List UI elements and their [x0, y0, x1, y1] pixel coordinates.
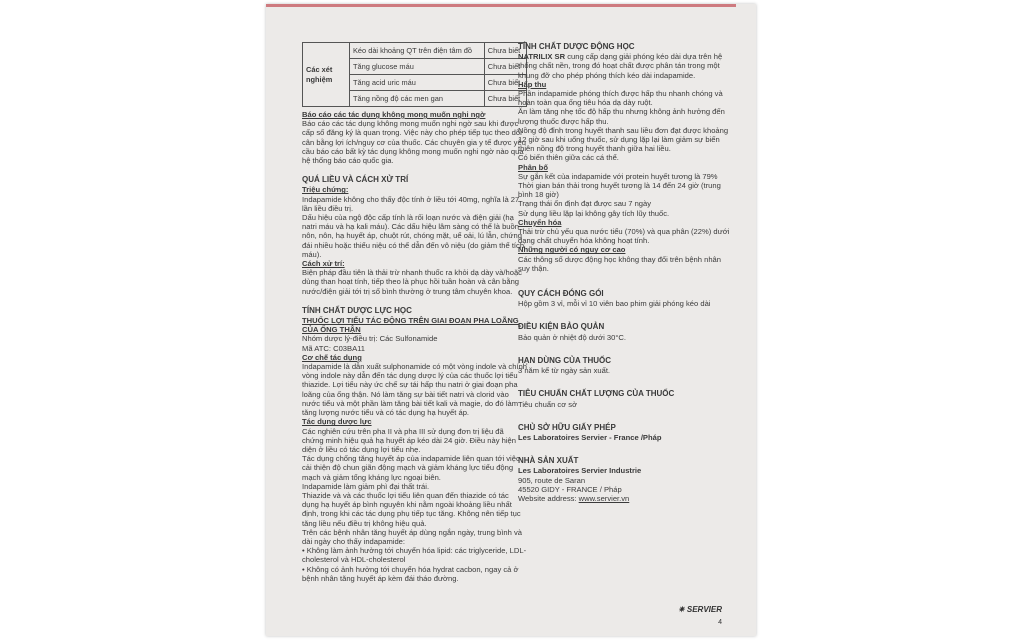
effect-text-4: Thiazide và và các thuốc lợi tiểu liên quan đến thiazide có tác dụng hạ huyết áp bình nguyên khi nằm ngoài khoảng liều nhất định, trong khi các tác dụng phụ tiếp tục tăng. Không nên tiếp tục tăng liều nếu điều trị không hiệu quả. — [302, 490, 521, 528]
risk-label: Những người có nguy cơ cao — [518, 245, 626, 255]
table-row — [303, 43, 527, 59]
pk-intro — [518, 52, 733, 80]
servier-logo — [678, 605, 722, 614]
mechanism-text: Indapamide là dẫn xuất sulphonamide có một vòng indole và chính vòng indole này dẫn đến tác dụng dược lý của các thuốc lợi tiểu thiazide. Lợi tiểu này ức chế sự tái hấp thu natri ở giai đoạn pha loãng của ống thận. Nó làm tăng sự bài tiết natri và clorid vào nước tiểu và một phần làm tăng bài tiết kali và magie, do đó làm tăng lượng nước tiểu và có tác dụng hạ huyết áp. — [302, 362, 528, 418]
quality-standard-text: Tiêu chuẩn cơ sở — [518, 399, 578, 409]
mechanism-label: Cơ chế tác dụng — [302, 352, 362, 362]
row-header: Các xét nghiệm — [303, 43, 350, 107]
adverse-effects-table — [302, 42, 527, 107]
pd-title: TÍNH CHẤT DƯỢC LỰC HỌC — [302, 305, 412, 315]
website-link[interactable]: www.servier.vn — [578, 493, 630, 503]
right-column — [518, 42, 733, 503]
effect-text-5: Trên các bệnh nhân tăng huyết áp dùng ngắn ngày, trung bình và dài ngày cho thấy indapamide: — [302, 527, 522, 546]
effect-text: Các nghiên cứu trên pha II và pha III sử dụng đơn trị liệu đã chứng minh hiệu quả hạ huyết áp kéo dài 24 giờ. Điều này hiện diện ở liều có tác dụng lợi tiểu nhẹ. — [302, 426, 516, 454]
report-title: Báo cáo các tác dụng không mong muốn nghi ngờ — [302, 110, 486, 119]
symptoms-text-2: Dấu hiệu của ngộ độc cấp tính là rối loạn nước và điện giải (hạ natri máu và hạ kali máu). Các dấu hiệu lâm sàng có thể là buồn nôn, nôn, hạ huyết áp, chuột rút, chóng mặt, uể oải, lú lẫn, chứng đái nhiều hoặc thiểu niệu có thể dẫn đến vô niệu (do giảm thể tích máu). — [302, 213, 525, 259]
logo-text: SERVIER — [686, 605, 722, 614]
treatment-text: Biện pháp đầu tiên là thải trừ nhanh thuốc ra khỏi dạ dày và/hoặc dùng than hoạt tính, tiếp theo là phục hồi tuần hoàn và cân bằng nước/điện giải tới trị số bình thường ở trung tâm chuyên khoa. — [302, 268, 522, 296]
left-column — [302, 42, 527, 583]
leaflet-page — [266, 4, 756, 636]
shelf-life-title: HẠN DÙNG CỦA THUỐC — [518, 355, 612, 365]
absorption-text-4: Có biến thiên giữa các cá thể. — [518, 153, 619, 163]
storage-text: Bảo quản ở nhiệt độ dưới 30°C. — [518, 332, 627, 342]
table-cell: Tăng nồng độ các men gan — [350, 91, 485, 107]
license-owner-text: Les Laboratoires Servier - France /Pháp — [518, 432, 662, 442]
metabolism-label: Chuyển hóa — [518, 217, 562, 227]
effect-text-3: Indapamide làm giảm phì đại thất trái. — [302, 481, 430, 491]
absorption-text: Phần indapamide phóng thích được hấp thu nhanh chóng và hoàn toàn qua ống tiêu hóa dạ dày ruột. — [518, 89, 723, 108]
overdose-title: QUÁ LIỀU VÀ CÁCH XỬ TRÍ — [302, 175, 409, 185]
pd-atc: Mã ATC: C03BA11 — [302, 343, 366, 353]
bullet-carb: • Không có ảnh hưởng tới chuyển hóa hydrat cacbon, ngay cả ở bệnh nhân tăng huyết áp kèm đái tháo đường. — [302, 564, 519, 583]
manufacturer-title: NHÀ SẢN XUẤT — [518, 456, 579, 466]
report-text: Báo cáo các tác dụng không mong muốn nghi ngờ sau khi được cấp số đăng ký là quan trọng. Việc này cho phép tiếp tục theo dõi cân bằng lợi ích/nguy cơ của thuốc. Các chuyên gia y tế được yêu cầu báo cáo bất kỳ tác dụng không mong muốn nghi ngờ nào qua hệ thống báo cáo quốc gia. — [302, 119, 526, 166]
website-line — [518, 494, 733, 503]
manufacturer-name: Les Laboratoires Servier Industrie — [518, 466, 642, 476]
table-cell: Chưa biết — [484, 91, 526, 107]
shelf-life-text: 3 năm kể từ ngày sản xuất. — [518, 366, 611, 376]
absorption-label: Hấp thu — [518, 79, 547, 89]
storage-title: ĐIỀU KIỆN BẢO QUẢN — [518, 322, 605, 332]
absorption-text-3: Nồng độ đỉnh trong huyết thanh sau liều đơn đạt được khoảng 12 giờ sau khi uống thuốc, sử dụng lặp lại làm giảm sự biến thiên nồng độ trong huyết thanh giữa hai liều. — [518, 125, 729, 154]
distribution-text-3: Trạng thái ổn định đạt được sau 7 ngày — [518, 199, 652, 209]
table-cell: Kéo dài khoảng QT trên điện tâm đồ — [350, 43, 485, 59]
metabolism-text: Thải trừ chủ yếu qua nước tiểu (70%) và qua phân (22%) dưới dạng chất chuyển hóa không hoạt tính. — [518, 227, 730, 246]
symptoms-text: Indapamide không cho thấy độc tính ở liều tới 40mg, nghĩa là 27 lần liều điều trị. — [302, 194, 520, 213]
distribution-label: Phân bố — [518, 162, 548, 172]
distribution-text-4: Sử dụng liều lặp lại không gây tích lũy thuốc. — [518, 208, 670, 218]
table-cell: Chưa biết — [484, 43, 526, 59]
distribution-text-2: Thời gian bán thải trong huyết tương là 14 đến 24 giờ (trung bình 18 giờ) — [518, 181, 721, 200]
license-owner-title: CHỦ SỞ HỮU GIẤY PHÉP — [518, 422, 616, 432]
pk-intro-text: cung cấp dạng giải phóng kéo dài dựa trên hệ thống chất nền, trong đó hoạt chất được phân tán trong một khung đỡ cho phép phóng thích kéo dài indapamide. — [518, 52, 723, 80]
risk-text: Các thông số dược động học không thay đổi trên bệnh nhân suy thận. — [518, 254, 722, 273]
effect-label: Tác dụng dược lực — [302, 417, 372, 427]
quality-standard-title: TIÊU CHUẨN CHẤT LƯỢNG CỦA THUỐC — [518, 389, 675, 399]
star-icon: ✷ — [677, 605, 685, 614]
treatment-label: Cách xử trí: — [302, 259, 345, 269]
manufacturer-address-2: 45520 GIDY - FRANCE / Pháp — [518, 484, 622, 494]
brand-name: NATRILIX SR — [518, 52, 566, 62]
effect-text-2: Tác dụng chống tăng huyết áp của indapamide liên quan tới việc cải thiện độ chun giãn động mạch và giảm kháng lực tiểu động mạch và giảm tổng kháng lực ngoại biên. — [302, 454, 520, 482]
bullet-lipid: • Không làm ảnh hưởng tới chuyển hóa lipid: các triglyceride, LDL-cholesterol và HDL-cholesterol — [302, 546, 527, 565]
pk-title: TÍNH CHẤT DƯỢC ĐỘNG HỌC — [518, 42, 635, 51]
symptoms-label: Triệu chứng: — [302, 185, 349, 195]
distribution-text: Sự gắn kết của indapamide với protein huyết tương là 79% — [518, 171, 718, 181]
pd-subtitle: THUỐC LỢI TIỂU TÁC ĐỘNG TRÊN GIAI ĐOẠN PHA LOÃNG CỦA ỐNG THẬN — [302, 316, 519, 335]
packaging-title: QUY CÁCH ĐÓNG GÓI — [518, 289, 604, 299]
table-cell: Chưa biết — [484, 59, 526, 75]
absorption-text-2: Ăn làm tăng nhẹ tốc độ hấp thu nhưng không ảnh hưởng đến lượng thuốc được hấp thu. — [518, 107, 725, 126]
packaging-text: Hộp gồm 3 vỉ, mỗi vỉ 10 viên bao phim giải phóng kéo dài — [518, 299, 711, 309]
table-cell: Tăng glucose máu — [350, 59, 485, 75]
table-cell: Chưa biết — [484, 75, 526, 91]
manufacturer-address-1: 905, route de Saran — [518, 475, 586, 485]
page-number: 4 — [718, 619, 722, 626]
table-cell: Tăng acid uric máu — [350, 75, 485, 91]
website-label: Website address: — [518, 493, 579, 503]
pd-group: Nhóm dược lý-điều trị: Các Sulfonamide — [302, 334, 438, 344]
